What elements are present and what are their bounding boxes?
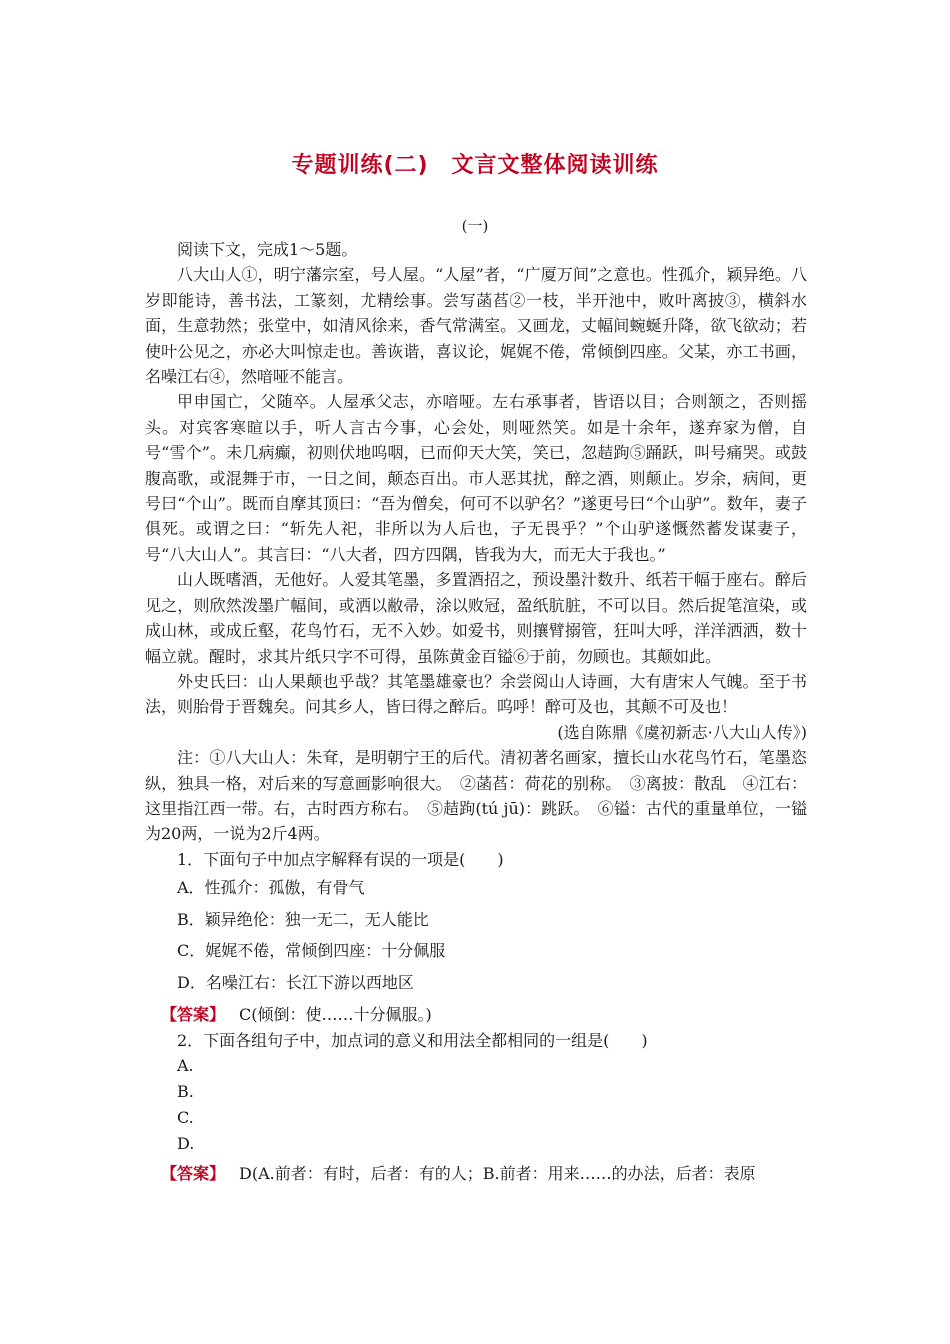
instruction: 阅读下文，完成1～5题。 <box>177 240 358 259</box>
passage-paragraph-4: 外史氏曰：山人果颠也乎哉？其笔墨雄豪也？余尝阅山人诗画，大有唐宋人气魄。至于书法，则胎骨于晋魏矣。问其乡人，皆曰得之醉后。呜呼！醉可及也，其颠不可及也！ <box>145 671 807 717</box>
passage-paragraph-1: 八大山人①，明宁藩宗室，号人屋。“人屋”者，“广厦万间”之意也。性孤介，颖异绝。八岁即能诗，善书法，工篆刻，尤精绘事。尝写菡萏②一枝，半开池中，败叶离披③，横斜水面，生意勃然；张堂中，如清风徐来，香气常满室。又画龙，丈幅间蜿蜒升降，欲飞欲动；若使叶公见之，亦必大叫惊走也。善诙谐，喜议论，娓娓不倦，常倾倒四座。父某，亦工书画，名噪江右④，然喑哑不能言。 <box>145 265 807 387</box>
question-1-option-c: C．娓娓不倦，常倾倒四座：十分佩服 <box>177 941 446 961</box>
answer-text: D(A.前者：有时，后者：有的人；B.前者：用来……的办法，后者：表原 <box>239 1163 756 1183</box>
question-1-stem: 1．下面句子中加点字解释有误的一项是( ) <box>177 849 504 869</box>
question-2-option-a: A. <box>177 1055 194 1075</box>
question-2-option-c: C. <box>177 1107 194 1127</box>
question-1-option-b: B．颖异绝伦：独一无二，无人能比 <box>177 909 429 929</box>
document-body <box>145 237 807 1186</box>
passage-source: (选自陈鼎《虞初新志·八大山人传》) <box>557 722 807 742</box>
question-2-stem: 2．下面各组句子中，加点词的意义和用法全都相同的一组是( ) <box>177 1030 648 1050</box>
question-1-answer <box>145 1002 807 1027</box>
answer-tag: 【答案】 <box>161 1163 226 1183</box>
question-2-option-d: D. <box>177 1133 195 1153</box>
answer-tag: 【答案】 <box>161 1005 226 1025</box>
question-1-option-d: D．名噪江右：长江下游以西地区 <box>177 972 414 992</box>
passage-paragraph-3: 山人既嗜酒，无他好。人爱其笔墨，多置酒招之，预设墨汁数升、纸若干幅于座右。醉后见之，则欣然泼墨广幅间，或洒以敝帚，涂以败冠，盈纸肮脏，不可以目。然后捉笔渲染，或成山林，或成丘壑，花鸟竹石，无不入妙。如爱书，则攘臂搦管，狂叫大呼，洋洋洒洒，数十幅立就。醒时，求其片纸只字不可得，虽陈黄金百镒⑥于前，勿顾也。其颠如此。 <box>145 570 807 666</box>
question-2-option-b: B. <box>177 1081 194 1101</box>
passage-paragraph-2: 甲申国亡，父随卒。人屋承父志，亦喑哑。左右承事者，皆语以目；合则颔之，否则摇头。对宾客寒暄以手，听人言古今事，心会处，则哑然笑。如是十余年，遂弃家为僧，自号“雪个”。未几病癫，初则伏地呜咽，已而仰天大笑，笑已，忽趌跔⑤踊跃，叫号痛哭。或鼓腹高歌，或混舞于市，一日之间，颠态百出。市人恶其扰，醉之酒，则颠止。岁余，病间，更号曰“个山”。既而自摩其顶曰：“吾为僧矣，何可不以驴名？”遂更号曰“个山驴”。数年，妻子俱死。或谓之曰：“斩先人祀，非所以为人后也，子无畏乎？”个山驴遂慨然蓄发谋妻子，号“八大山人”。其言曰：“八大者，四方四隅，皆我为大，而无大于我也。” <box>145 392 807 564</box>
section-number: (一) <box>461 217 489 235</box>
question-1-option-a: A．性孤介：孤傲，有骨气 <box>177 878 365 898</box>
answer-text: C(倾倒：使……十分佩服。) <box>239 1005 432 1025</box>
page-title: 专题训练(二) 文言文整体阅读训练 <box>291 153 659 178</box>
annotations: 注：①八大山人：朱耷，是明朝宁王的后代。清初著名画家，擅长山水花鸟竹石，笔墨恣纵，独具一格，对后来的写意画影响很大。 ②菡萏：荷花的别称。 ③离披：散乱 ④江右：这里指江西一带。右，古时西方称右。 ⑤趌跔(tú jū)：跳跃。 ⑥镒：古代的重量单位，一镒为20两，一说为2斤4两。 <box>145 748 807 844</box>
question-2-answer <box>145 1161 807 1186</box>
